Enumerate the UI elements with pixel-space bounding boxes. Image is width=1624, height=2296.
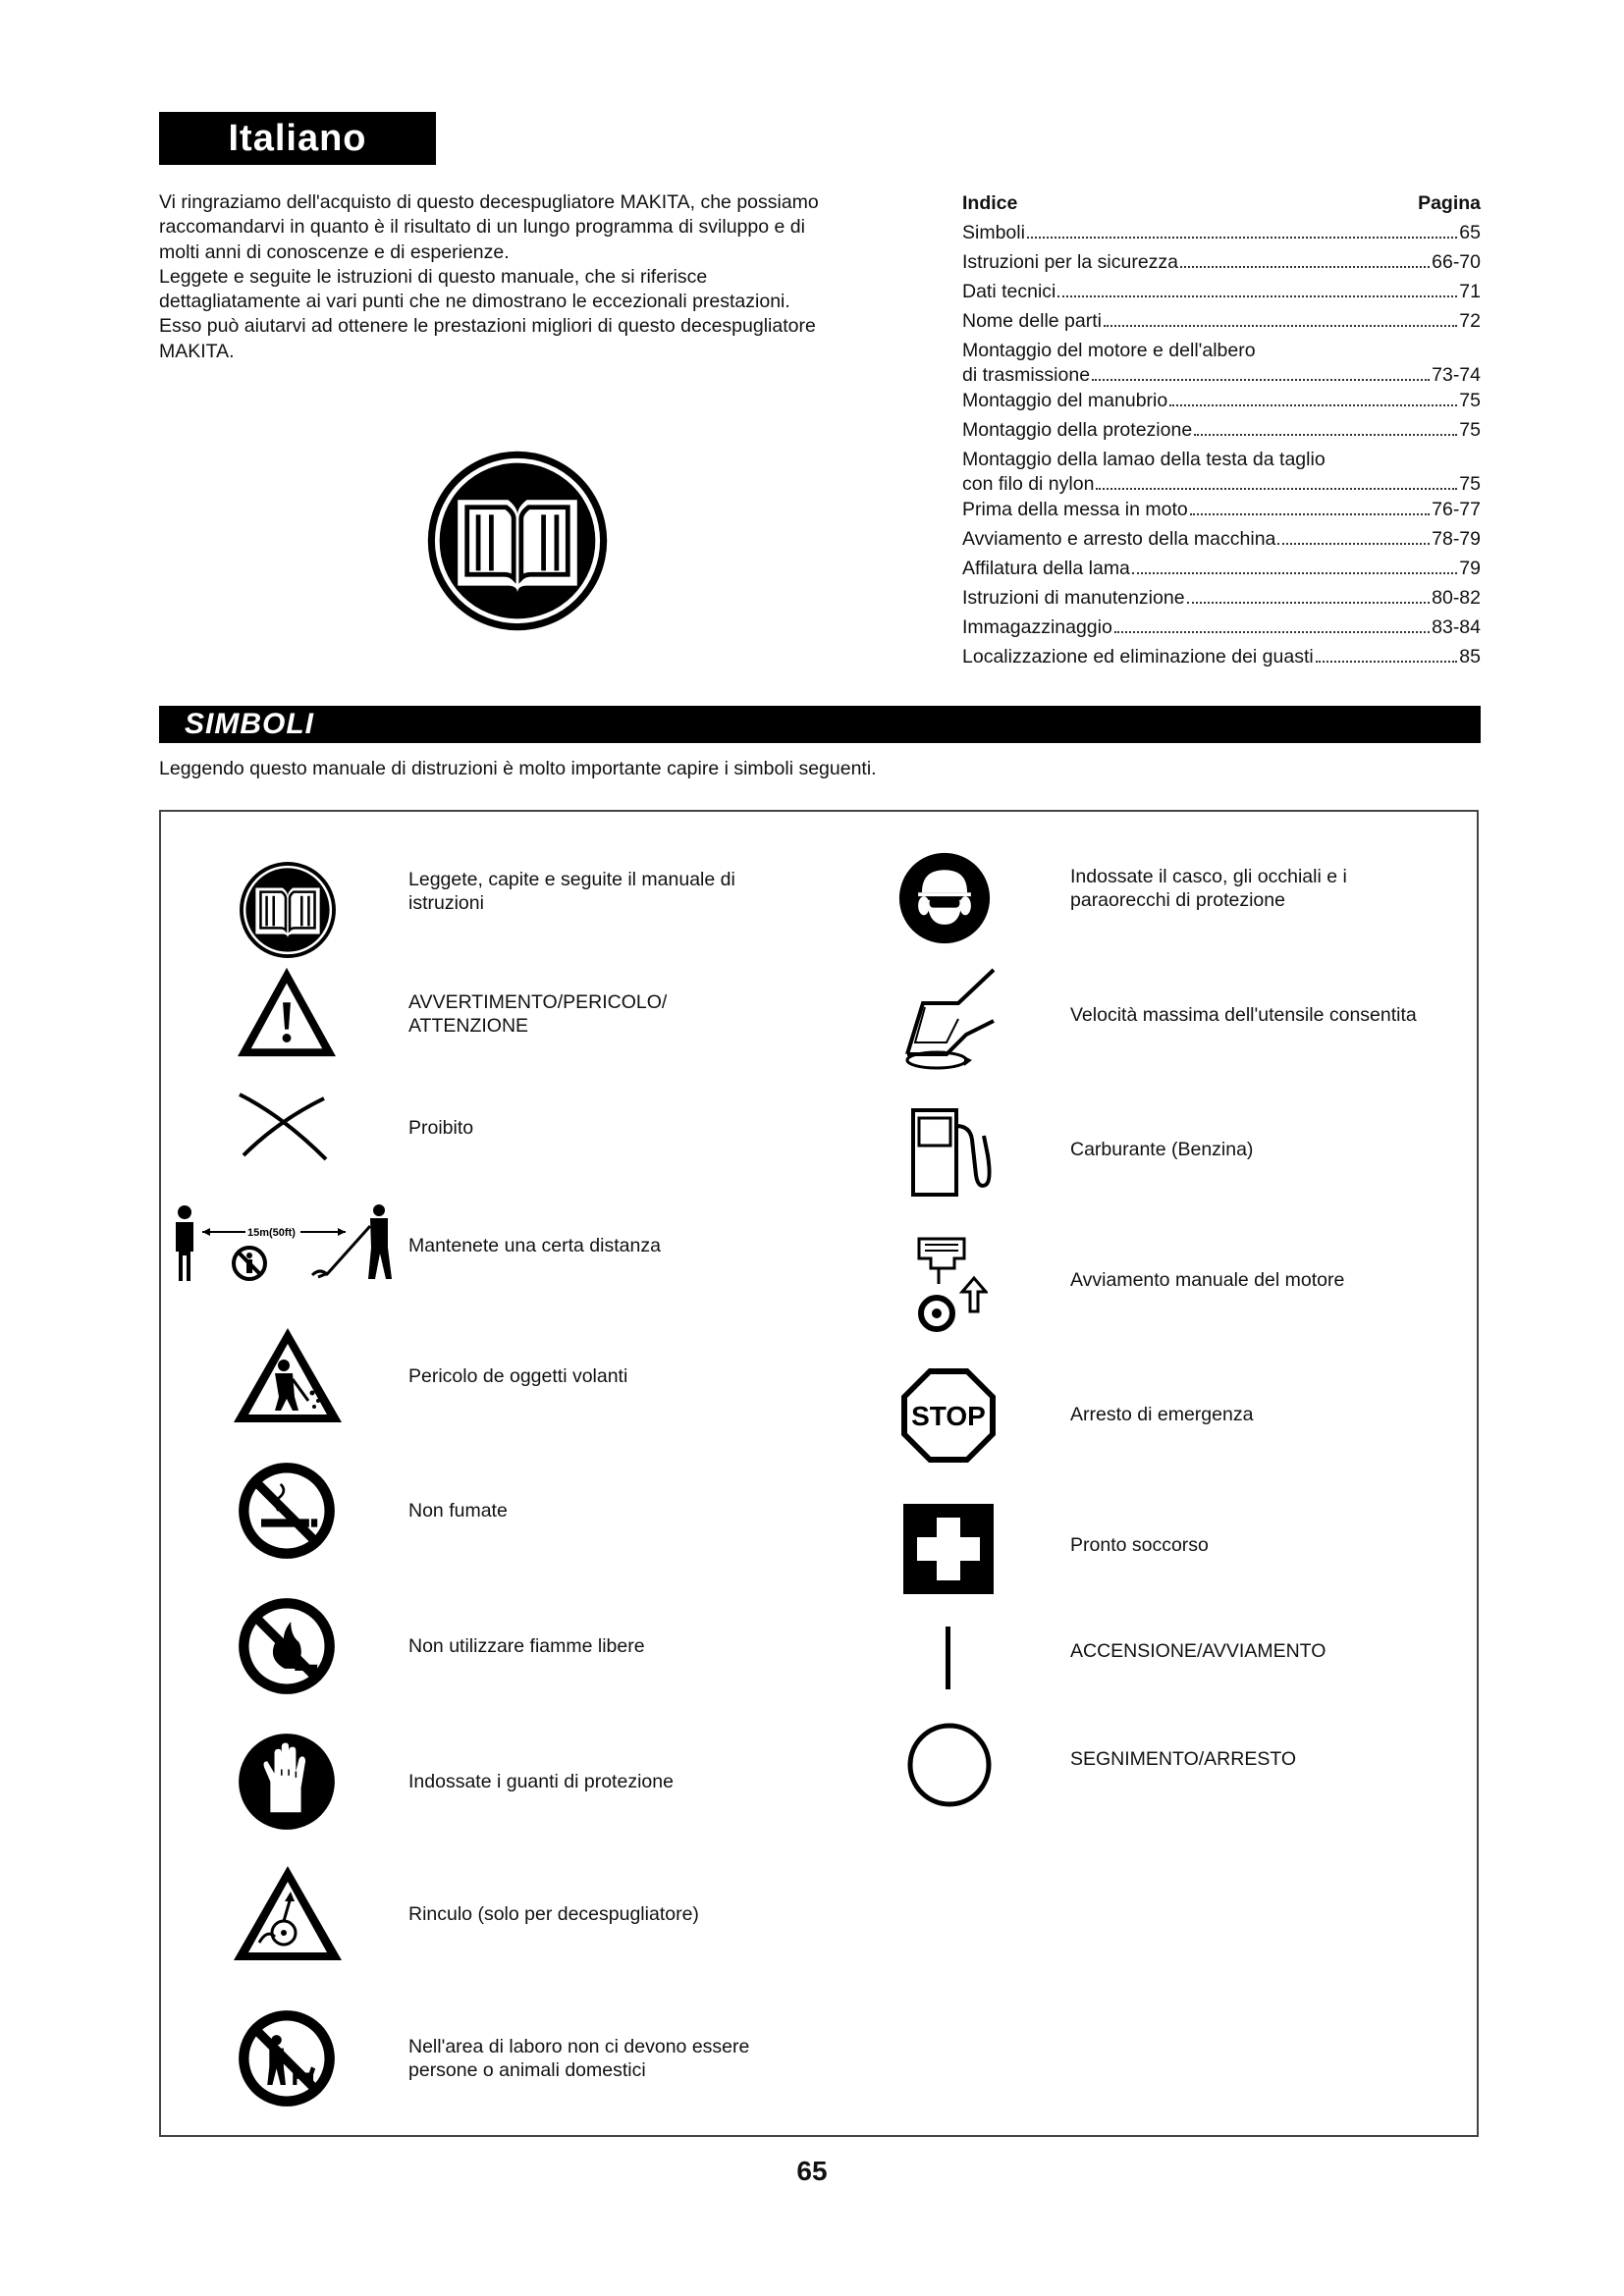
toc-leader — [1057, 295, 1457, 297]
toc-item-label: Montaggio del manubrio — [962, 390, 1168, 411]
symbol-label-line: ATTENZIONE — [408, 1015, 529, 1037]
symbol-label-line: Mantenete una certa distanza — [408, 1235, 661, 1256]
toc-item — [962, 449, 1481, 499]
toc-item — [962, 251, 1481, 281]
toc-item — [962, 390, 1481, 419]
symbol-label — [1070, 1533, 1209, 1557]
symbol-label-line: Indossate i guanti di protezione — [408, 1771, 674, 1792]
kickback-icon — [230, 1862, 346, 1964]
intro-line: raccomandarvi in quanto è il risultato di un lungo programma di sviluppo e di — [159, 216, 805, 239]
intro-line: Esso può aiutarvi ad ottenere le prestazioni migliori di questo decespugliatore — [159, 315, 816, 338]
toc-item-page: 79 — [1459, 558, 1481, 579]
toc-item — [962, 499, 1481, 528]
intro-line: dettagliatamente ai vari punti che ne dimostrano le eccezionali prestazioni. — [159, 291, 790, 313]
symbol-label-line: Proibito — [408, 1117, 474, 1139]
toc-item-label: di trasmissione — [962, 364, 1091, 386]
toc-header — [962, 192, 1481, 222]
toc-item-page: 71 — [1459, 281, 1481, 302]
toc-leader — [1190, 513, 1430, 515]
symbol-label — [408, 1902, 699, 1926]
keep-distance-icon — [171, 1195, 397, 1285]
toc-item-page: 73-74 — [1432, 364, 1481, 386]
toc-item-page: 75 — [1459, 419, 1481, 441]
symbols-box — [159, 810, 1479, 2137]
symbol-label — [408, 1116, 473, 1140]
toc-item-label: Prima della messa in moto — [962, 499, 1188, 520]
symbol-label-line: paraorecchi di protezione — [1070, 889, 1285, 911]
toc-leader — [1169, 404, 1457, 406]
toc-leader — [1277, 543, 1430, 545]
symbol-label — [408, 1234, 661, 1257]
manual-start-icon — [909, 1229, 988, 1339]
toc-leader — [1114, 631, 1430, 633]
first-aid-icon — [903, 1504, 994, 1594]
section-title-bar — [159, 706, 1481, 743]
intro-line: molti anni di conoscenze e di esperienze. — [159, 240, 510, 263]
symbol-label-line: Leggete, capite e seguite il manuale di — [408, 869, 735, 890]
toc-item-label: Montaggio della protezione — [962, 419, 1193, 441]
toc-leader — [1194, 434, 1457, 436]
toc-title: Indice — [962, 192, 1018, 214]
read-manual-large-icon — [424, 448, 611, 634]
toc-item-page: 75 — [1459, 473, 1481, 495]
toc-leader — [1092, 379, 1430, 381]
toc-item-label: Affilatura della lama — [962, 558, 1130, 579]
symbol-label-line: Pericolo de oggetti volanti — [408, 1365, 628, 1387]
symbol-label-line: SEGNIMENTO/ARRESTO — [1070, 1748, 1297, 1770]
protective-gloves-icon — [236, 1731, 338, 1833]
symbol-label-line: persone o animali domestici — [408, 2059, 646, 2081]
warning-triangle-icon — [234, 964, 340, 1060]
symbol-label — [1070, 1138, 1253, 1161]
toc-item-label: Simboli — [962, 222, 1025, 243]
symbol-label — [408, 1770, 674, 1793]
toc-item-label: Immagazzinaggio — [962, 616, 1112, 638]
symbol-label-line: Non utilizzare fiamme libere — [408, 1635, 645, 1657]
intro-line: Vi ringraziamo dell'acquisto di questo decespugliatore MAKITA, che possiamo — [159, 191, 819, 213]
toc-item-label: Istruzioni per la sicurezza — [962, 251, 1179, 273]
symbol-label — [408, 2035, 749, 2082]
max-speed-icon — [897, 964, 1003, 1074]
prohibited-cross-icon — [234, 1087, 332, 1165]
symbol-label — [1070, 865, 1347, 912]
toc-item-page: 72 — [1459, 310, 1481, 332]
symbol-label — [1070, 1003, 1417, 1027]
language-banner: Italiano — [159, 112, 436, 165]
symbol-label-line: Nell'area di laboro non ci devono essere — [408, 2036, 750, 2057]
off-switch-icon — [905, 1721, 994, 1809]
flying-objects-icon — [230, 1324, 346, 1426]
toc-item-page: 75 — [1459, 390, 1481, 411]
toc-item-label: Dati tecnici — [962, 281, 1056, 302]
no-smoking-icon — [236, 1460, 338, 1562]
symbol-label-line: Indossate il casco, gli occhiali e i — [1070, 866, 1347, 887]
on-switch-icon — [943, 1627, 954, 1689]
toc-leader — [1132, 572, 1457, 574]
symbol-label — [1070, 1639, 1326, 1663]
symbol-label-line: Non fumate — [408, 1500, 508, 1522]
toc-item-label-line1: Montaggio della lamao della testa da taglio — [962, 449, 1326, 470]
toc-item-label: con filo di nylon — [962, 473, 1095, 495]
section-intro: Leggendo questo manuale di distruzioni è molto importante capire i simboli seguenti. — [159, 758, 877, 779]
toc-item — [962, 646, 1481, 675]
toc-leader — [1187, 602, 1431, 604]
toc-item-label: Avviamento e arresto della macchina — [962, 528, 1276, 550]
toc-leader — [1316, 661, 1458, 663]
toc-item — [962, 616, 1481, 646]
toc-item-page: 65 — [1459, 222, 1481, 243]
symbol-label — [408, 1364, 627, 1388]
symbol-label-line: Arresto di emergenza — [1070, 1404, 1254, 1425]
toc-item-label-line1: Montaggio del motore e dell'albero — [962, 340, 1256, 361]
helmet-goggles-earmuffs-icon — [897, 851, 992, 945]
toc-item-page: 78-79 — [1432, 528, 1481, 550]
toc-item-page: 76-77 — [1432, 499, 1481, 520]
symbol-label-line: Pronto soccorso — [1070, 1534, 1209, 1556]
section-title: SIMBOLI — [185, 708, 314, 740]
symbol-label — [408, 1634, 645, 1658]
symbol-label — [1070, 1403, 1253, 1426]
toc-item — [962, 281, 1481, 310]
symbol-label-line: AVVERTIMENTO/PERICOLO/ — [408, 991, 668, 1013]
stop-sign-text: STOP — [911, 1401, 986, 1431]
toc-leader — [1096, 488, 1457, 490]
symbol-label — [1070, 1268, 1344, 1292]
stop-sign-icon — [899, 1366, 998, 1465]
toc-item-label: Nome delle parti — [962, 310, 1102, 332]
toc-item-page: 80-82 — [1432, 587, 1481, 609]
toc-page-header: Pagina — [1418, 192, 1481, 214]
symbol-label-line: Rinculo (solo per decespugliatore) — [408, 1903, 699, 1925]
toc-item — [962, 222, 1481, 251]
symbol-label — [408, 990, 667, 1038]
distance-label: 15m(50ft) — [247, 1227, 296, 1239]
toc-item — [962, 340, 1481, 390]
symbol-label-line: Velocità massima dell'utensile consentita — [1070, 1004, 1417, 1026]
page-number: 65 — [796, 2156, 828, 2186]
symbol-label — [408, 1499, 508, 1522]
no-bystanders-icon — [236, 2007, 338, 2109]
toc-item-label: Localizzazione ed eliminazione dei guasti — [962, 646, 1314, 667]
no-open-flame-icon — [236, 1595, 338, 1697]
toc-item-page: 83-84 — [1432, 616, 1481, 638]
fuel-pump-icon — [907, 1106, 996, 1199]
toc-item-label: Istruzioni di manutenzione — [962, 587, 1185, 609]
toc-leader — [1104, 325, 1457, 327]
read-manual-icon — [238, 860, 338, 960]
toc-item-page: 66-70 — [1432, 251, 1481, 273]
toc-item — [962, 558, 1481, 587]
intro-paragraph — [159, 190, 886, 364]
toc-item-page: 85 — [1459, 646, 1481, 667]
toc-item — [962, 587, 1481, 616]
symbol-label-line: ACCENSIONE/AVVIAMENTO — [1070, 1640, 1326, 1662]
intro-line: Leggete e seguite le istruzioni di questo manuale, che si riferisce — [159, 265, 708, 288]
intro-line: MAKITA. — [159, 340, 235, 362]
symbol-label-line: Carburante (Benzina) — [1070, 1139, 1254, 1160]
toc-item — [962, 528, 1481, 558]
symbol-label — [408, 868, 735, 915]
toc-item — [962, 310, 1481, 340]
toc-item — [962, 419, 1481, 449]
symbol-label-line: Avviamento manuale del motore — [1070, 1269, 1345, 1291]
symbol-label-line: istruzioni — [408, 892, 484, 914]
table-of-contents — [962, 192, 1481, 675]
symbol-label — [1070, 1747, 1296, 1771]
toc-leader — [1180, 266, 1430, 268]
toc-leader — [1027, 237, 1457, 239]
